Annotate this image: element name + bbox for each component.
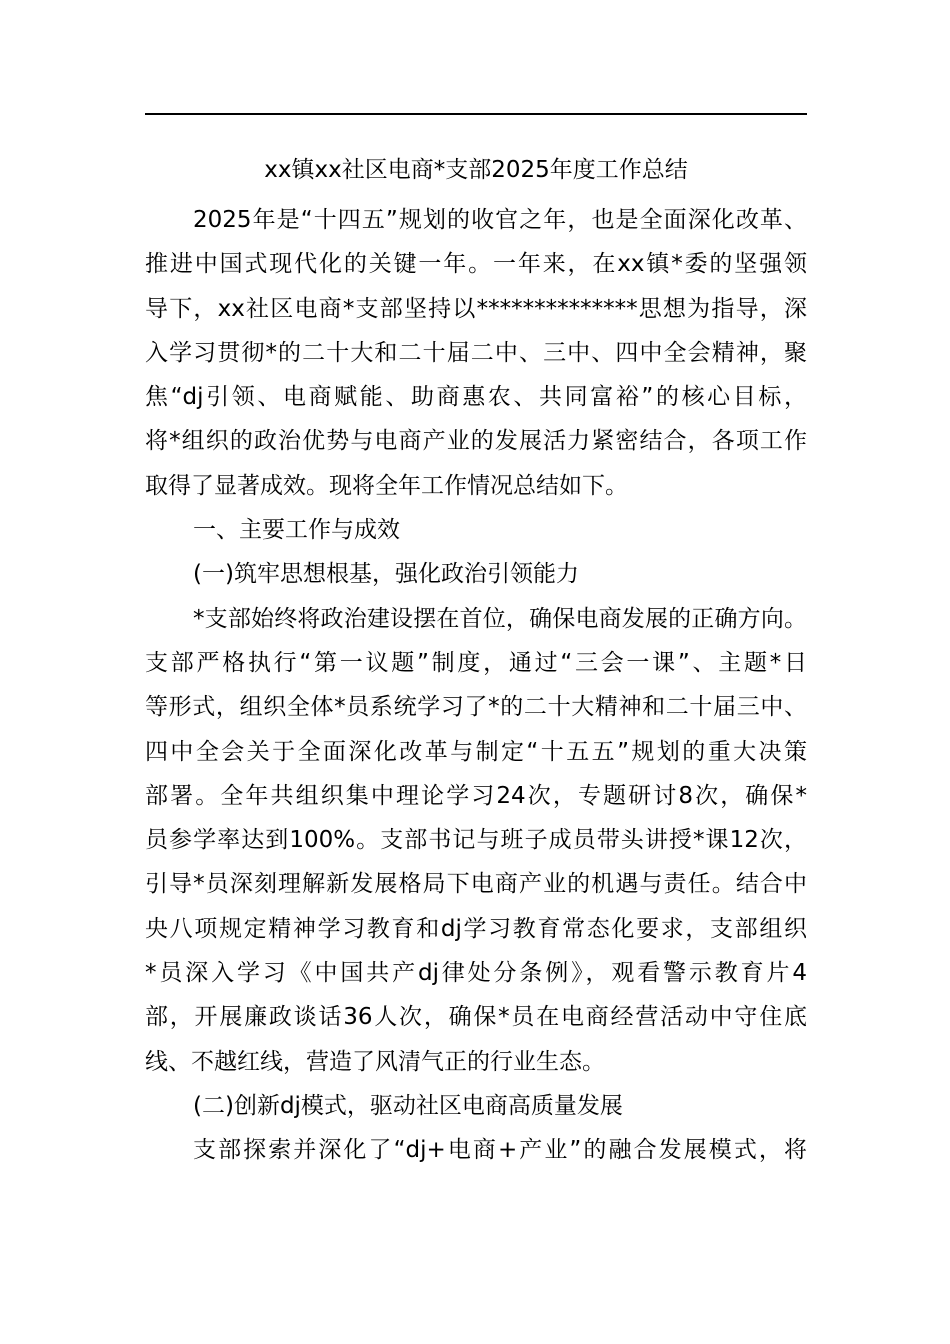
paragraph-2-line-1: *支部始终将政治建设摆在首位，确保电商发展的正确方向。 (193, 605, 807, 632)
document-title: xx镇xx社区电商*支部2025年度工作总结 (264, 157, 688, 183)
paragraph-1-line-4: 入学习贯彻*的二十大和二十届二中、三中、四中全会精神，聚 (145, 339, 807, 366)
paragraph-1-line-6: 将*组织的政治优势与电商产业的发展活力紧密结合，各项工作 (145, 428, 807, 455)
header-rule (145, 113, 807, 115)
paragraph-1-line-2: 推进中国式现代化的关键一年。一年来，在xx镇*委的坚强领 (145, 251, 807, 278)
paragraph-2-line-9: *员深入学习《中国共产dj律处分条例》，观看警示教育片4 (145, 960, 807, 987)
paragraph-1-line-1: 2025年是“十四五”规划的收官之年，也是全面深化改革、 (193, 207, 807, 233)
paragraph-2-line-3: 等形式，组织全体*员系统学习了*的二十大精神和二十届三中、 (145, 694, 807, 721)
paragraph-2-line-6: 员参学率达到100%。支部书记与班子成员带头讲授*课12次， (145, 827, 807, 854)
paragraph-2-line-7: 引导*员深刻理解新发展格局下电商产业的机遇与责任。结合中 (145, 871, 807, 898)
section-heading-1: 一、主要工作与成效 (193, 517, 400, 544)
paragraph-1-line-3: 导下，xx社区电商*支部坚持以**************思想为指导，深 (145, 295, 807, 322)
subsection-heading-1: (一)筑牢思想根基，强化政治引领能力 (193, 561, 579, 588)
paragraph-1-line-5: 焦“dj引领、电商赋能、助商惠农、共同富裕”的核心目标， (145, 384, 807, 411)
paragraph-3-line-1: 支部探索并深化了“dj+电商+产业”的融合发展模式，将 (193, 1137, 807, 1164)
document-body (145, 198, 807, 1173)
paragraph-2-line-10: 部，开展廉政谈话36人次，确保*员在电商经营活动中守住底 (145, 1004, 807, 1031)
paragraph-2-line-8: 央八项规定精神学习教育和dj学习教育常态化要求，支部组织 (145, 915, 807, 942)
paragraph-2-line-2: 支部严格执行“第一议题”制度，通过“三会一课”、主题*日 (145, 649, 807, 676)
paragraph-2-line-4: 四中全会关于全面深化改革与制定“十五五”规划的重大决策 (145, 738, 807, 765)
paragraph-2-line-11: 线、不越红线，营造了风清气正的行业生态。 (145, 1048, 605, 1075)
paragraph-2-line-5: 部署。全年共组织集中理论学习24次，专题研讨8次，确保* (145, 782, 807, 809)
subsection-heading-2: (二)创新dj模式，驱动社区电商高质量发展 (193, 1092, 623, 1119)
paragraph-1-line-7: 取得了显著成效。现将全年工作情况总结如下。 (145, 472, 628, 499)
